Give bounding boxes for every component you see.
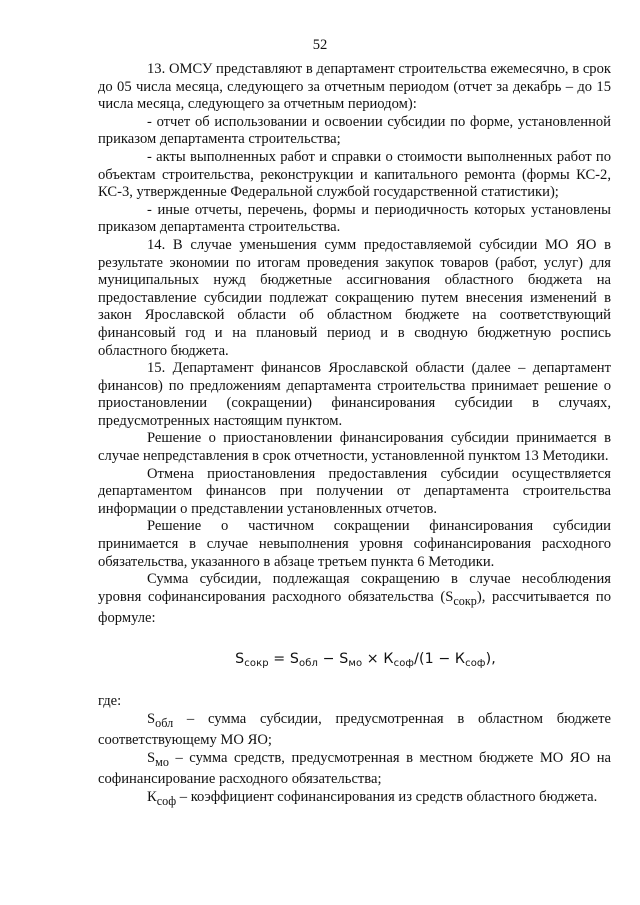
page-number: 52 (312, 37, 328, 53)
document-body (98, 61, 611, 810)
paragraph-partial-reduction: Решение о частичном сокращении финансирования субсидии принимается в случае невыполнения уровня софинансирования расходного обязательства, указанного в абзаце третьем пункта 6 Методики. (98, 518, 611, 570)
list-item-acts: - акты выполненных работ и справки о стоимости выполненных работ по объектам строительства, реконструкции и капитального ремонта (формы КС-2, КС-3, утвержденные Федеральной службой государственной статистики); (98, 148, 611, 201)
list-item-usage-report: - отчет об использовании и освоении субсидии по форме, установленной приказом департамента строительства; (98, 113, 611, 148)
definition-s-obl: $S_{обл}$ – сумма субсидии, предусмотренная в областном бюджете соответствующему МО ЯО; (98, 710, 611, 748)
definition-s-mo: $S_{мо}$ – сумма средств, предусмотренная в местном бюджете МО ЯО на софинансирование расходного обязательства; (98, 749, 611, 788)
definition-k-sof: $К_{соф}$ – коэффициент софинансирования из средств областного бюджета. (147, 788, 598, 808)
paragraph-suspension-decision: Решение о приостановлении финансирования субсидии принимается в случае непредставления в срок отчетности, установленной пунктом 13 Методики. (98, 430, 611, 465)
paragraph-13: 13. ОМСУ представляют в департамент строительства ежемесячно, в срок до 05 числа месяца, следующего за отчетным периодом (отчет за декабрь – до 15 числа месяца, следующего за отчетным периодом): (98, 61, 611, 113)
reduction-formula: $S_{сокр} = S_{обл} - S_{мо} \times К_{соф}/(1 - К_{соф})$, (235, 650, 496, 669)
where-label: где: (98, 692, 122, 709)
paragraph-14: 14. В случае уменьшения сумм предоставляемой субсидии МО ЯО в результате экономии по итогам проведения закупок товаров (работ, услуг) для муниципальных нужд бюджетные ассигнования областного бюджета на предоставление субсидии подлежат сокращению путем внесения изменений в закон Ярославской области об областном бюджете на соответствующий финансовый год и на плановый период и в сводную бюджетную роспись областного бюджета. (98, 236, 611, 359)
paragraph-formula-intro: Сумма субсидии, подлежащая сокращению в случае несоблюдения уровня софинансирования расходного обязательства $(S_{сокр})$, рассчитывается по формуле: (98, 571, 611, 627)
paragraph-suspension-cancel: Отмена приостановления предоставления субсидии осуществляется департаментом финансов при получении от департамента строительства информации о представлении установленных отчетов. (98, 465, 611, 517)
paragraph-15: 15. Департамент финансов Ярославской области (далее – департамент финансов) по предложениям департамента строительства принимает решение о приостановлении (сокращении) финансирования субсидии в случаях, предусмотренных настоящим пунктом. (98, 360, 611, 429)
list-item-other-reports: - иные отчеты, перечень, формы и периодичность которых установлены приказом департамента строительства. (98, 201, 611, 236)
